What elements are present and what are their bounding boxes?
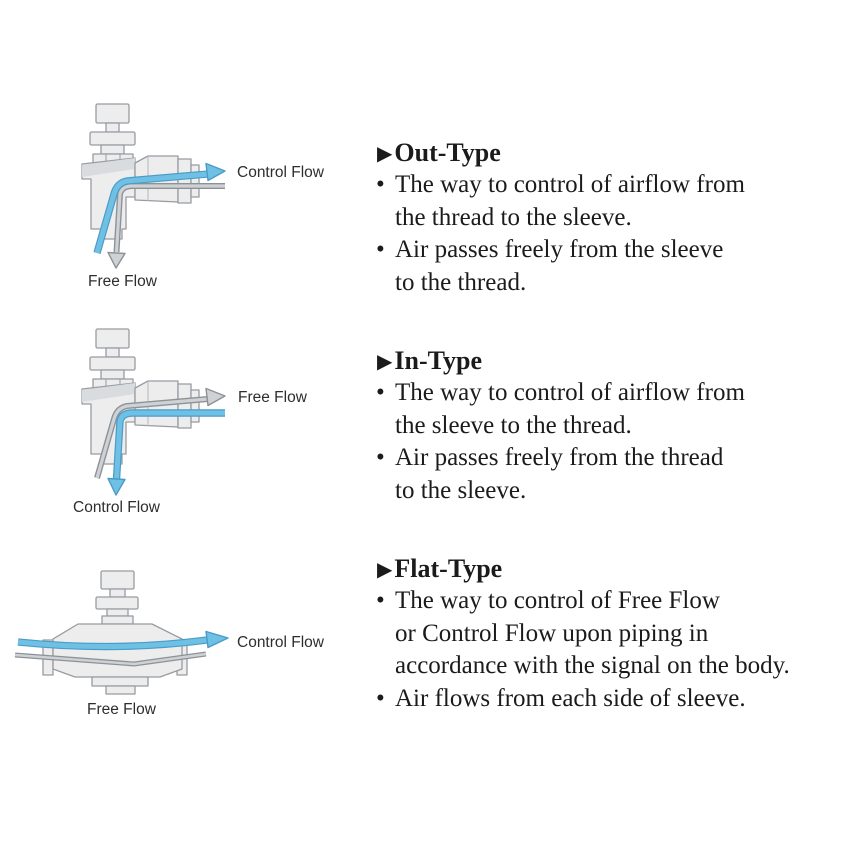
bullet-line: Air passes freely from the thread (395, 444, 724, 471)
bullet-line: The way to control of airflow from (395, 379, 745, 406)
bullet-item (373, 442, 813, 507)
free-flow-label: Free Flow (87, 701, 156, 718)
section-title-text: In-Type (394, 346, 483, 375)
bullet-dot: • (376, 236, 385, 263)
in-type-valve-diagram (60, 315, 360, 535)
section-title (373, 137, 813, 169)
triangle-marker-icon: ▶ (377, 141, 393, 165)
out-type-text (373, 137, 813, 299)
bullet-line: to the thread. (395, 268, 527, 296)
free-flow-label: Free Flow (88, 273, 157, 290)
bullet-item (373, 585, 813, 683)
bullet-line: the sleeve to the thread. (395, 411, 632, 439)
bullet-dot: • (376, 171, 385, 198)
section-title-text: Out-Type (394, 138, 501, 167)
bullet-line: The way to control of airflow from (395, 171, 745, 198)
valve-knob (96, 571, 138, 624)
bullet-item (373, 377, 813, 442)
bullet-line: the thread to the sleeve. (395, 203, 632, 231)
bullet-dot: • (376, 587, 385, 614)
bullet-item (373, 169, 813, 234)
triangle-marker-icon: ▶ (377, 557, 393, 581)
bullet-dot: • (376, 444, 385, 471)
control-flow-label: Control Flow (237, 634, 324, 651)
flat-type-text (373, 553, 813, 715)
triangle-marker-icon: ▶ (377, 349, 393, 373)
bullet-dot: • (376, 684, 385, 712)
bullet-line: Air passes freely from the sleeve (395, 236, 724, 263)
control-flow-label: Control Flow (73, 499, 160, 516)
bullet-dot: • (376, 379, 385, 406)
flat-type-valve-diagram (10, 555, 370, 735)
section-title (373, 345, 813, 377)
in-type-text (373, 345, 813, 507)
control-flow-label: Control Flow (237, 164, 324, 181)
bullet-line: or Control Flow upon piping in (395, 619, 709, 647)
bullet-line: to the sleeve. (395, 476, 527, 504)
bullet-item (373, 234, 813, 299)
bullet-line: Air flows from each side of sleeve. (395, 684, 746, 712)
out-type-valve-diagram (60, 90, 360, 310)
section-title (373, 553, 813, 585)
free-flow-label: Free Flow (238, 389, 307, 406)
bullet-item (373, 683, 813, 716)
valve-body (82, 156, 199, 239)
section-title-text: Flat-Type (394, 554, 503, 583)
valve-body (82, 381, 199, 464)
bullet-line: accordance with the signal on the body. (395, 652, 790, 679)
bullet-line: The way to control of Free Flow (395, 587, 720, 614)
